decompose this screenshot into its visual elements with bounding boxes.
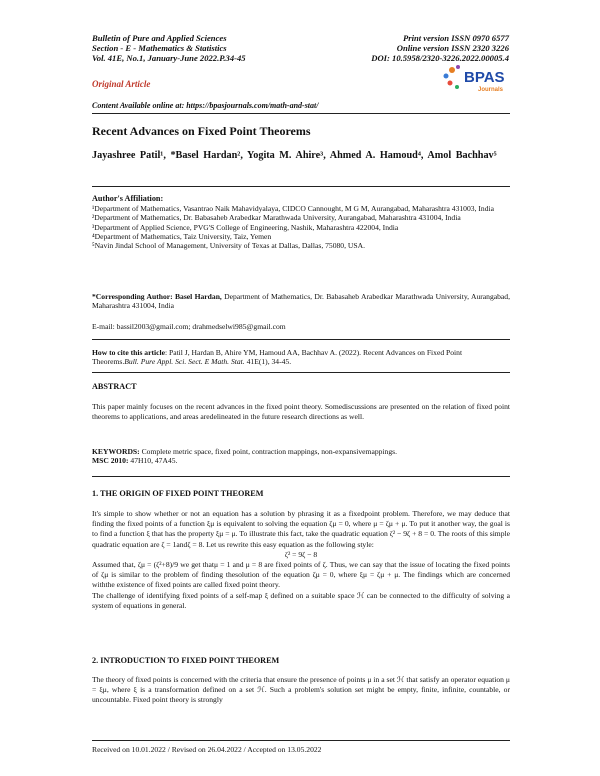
affiliation-heading: Author's Affiliation: [92,194,164,203]
bpas-logo-icon [440,62,510,98]
print-issn: Print version ISSN 0970 6577 [402,33,509,43]
affiliation-item: ³Department of Applied Science, PVG'S College of Engineering, Nashik, Maharashtra 422004, India [92,222,399,232]
journal-header-right [371,33,509,63]
journal-name: Bulletin of Pure and Applied Sciences [92,33,227,43]
email-divider [92,339,510,340]
msc-label: MSC 2010: [92,456,129,466]
cite-text: : Patil J, Hardan B, Ahire YM, Hamoud AA, Bachhav A. (2022). Recent Advances on Fixed Point Theorems. [92,348,463,367]
equation: ζ² = 9ζ − 8 [284,549,318,559]
abstract-text: This paper mainly focuses on the recent advances in the fixed point theory. Somediscussions are presented on the relation of fixed point theorems to applications, and areas aredelineated in the future research directions as well. [92,402,510,422]
cite-divider [92,372,510,373]
corresponding-author [92,292,510,311]
footer-divider [92,740,510,741]
affiliation-item: ⁵Navin Jindal School of Management, University of Texas at Dallas, Dallas, 75080, USA. [92,241,365,251]
logo-text: BPAS [464,69,505,86]
affiliation-list [92,204,510,250]
online-issn: Online version ISSN 2320 3226 [396,43,509,53]
article-type: Original Article [92,79,151,89]
abstract-heading: ABSTRACT [92,382,137,391]
citation-block [92,348,510,367]
section-2-heading: 2. INTRODUCTION TO FIXED POINT THEOREM [92,656,280,665]
corresponding-label: *Corresponding Author: Basel Hardan, [92,292,222,301]
doi: DOI: 10.5958/2320-3226.2022.00005.4 [371,53,509,63]
cite-journal: Bull. Pure Appl. Sci. Sect. E Math. Stat. [124,357,245,367]
received-dates: Received on 10.01.2022 / Revised on 26.04.2022 / Accepted on 13.05.2022 [92,745,322,754]
section-1-heading: 1. THE ORIGIN OF FIXED POINT THEOREM [92,489,264,498]
content-online-link[interactable]: Content Available online at: https://bpasjournals.com/math-and-stat/ [92,101,319,110]
keywords-label: KEYWORDS: [92,447,140,456]
author-divider [92,186,510,187]
affiliation-item: ⁴Department of Mathematics, Taiz University, Taiz, Yemen [92,231,272,241]
keywords-text: Complete metric space, fixed point, contraction mappings, non-expansivemappings. [139,447,397,456]
corresponding-text: Department of Mathematics, Dr. Babasaheb Arabedkar Marathwada University, Aurangabad, Maharashtra 431004, India [92,292,510,311]
author-list: Jayashree Patil¹, *Basel Hardan², Yogita M. Ahire³, Ahmed A. Hamoud⁴, Amol Bachhav⁵ [92,150,497,161]
journal-volume: Vol. 41E, No.1, January-June 2022.P.34-45 [92,53,246,63]
section-1-body [92,509,510,611]
keywords-divider [92,476,510,477]
msc-text: 47H10, 47A45. [128,456,178,466]
keywords-block [92,447,510,466]
cite-tail: 41E(1), 34-45. [244,357,292,367]
affiliation-item: ²Department of Mathematics, Dr. Babasaheb Arabedkar Marathwada University, Aurangabad, Maharashtra 431004, India [92,213,461,223]
journal-section: Section - E - Mathematics & Statistics [92,43,227,53]
logo-subtext: Journals [478,87,504,93]
paragraph: It's simple to show whether or not an equation has a solution by phrasing it as a fixedpoint problem. Therefore, we may deduce that finding the fixed points of a function ξμ is equivalent to solving the equation ζμ = 0, where μ = ζμ + μ. To put it another way, the goal is to find a function ξ that has the property ξμ = μ. To illustrate this fact, take the quadratic equation ζ² − 9ζ + 8 = 0. The roots of this simple quadratic equation are ζ = 1andζ = 8. Let us rewrite this easy equation as the following style: [92,509,510,549]
header-divider [92,113,510,114]
section-2-body: The theory of fixed points is concerned with the criteria that ensure the presence of points μ in a set ℋ that satisfy an operator equation μ = ξμ, where ξ is a transformation defined on a set ℋ. Such a problem's solution set might be empty, finite, infinite, countable, or uncountable. Fixed point theory is strongly [92,675,510,705]
paper-title: Recent Advances on Fixed Point Theorems [92,124,311,138]
bpas-logo [440,62,510,98]
journal-header-left [92,33,246,63]
affiliation-item: ¹Department of Mathematics, Vasantrao Naik Mahavidyalaya, CIDCO Cannought, M G M, Aurangabad, Maharashtra 431003, India [92,204,494,213]
cite-label: How to cite this article [92,348,165,357]
email-line: E-mail: bassil2003@gmail.com; drahmedselwi985@gmail.com [92,322,286,331]
paragraph: The challenge of identifying fixed points of a self-map ξ defined on a suitable space ℋ can be connected to the difficulty of solving a system of equations in general. [92,590,510,610]
paragraph: Assumed that, ζμ = (ζ²+8)/9 we get thatμ = 1 and μ = 8 are fixed points of ζ. Thus, we can say that the issue of locating the fixed points of ζμ is similar to the problem of finding thesolution of the equation ζμ = 0, where ξμ = ζμ + μ. The findings which are concerned withthe existence of fixed points are called fixed point theory. [92,560,510,590]
